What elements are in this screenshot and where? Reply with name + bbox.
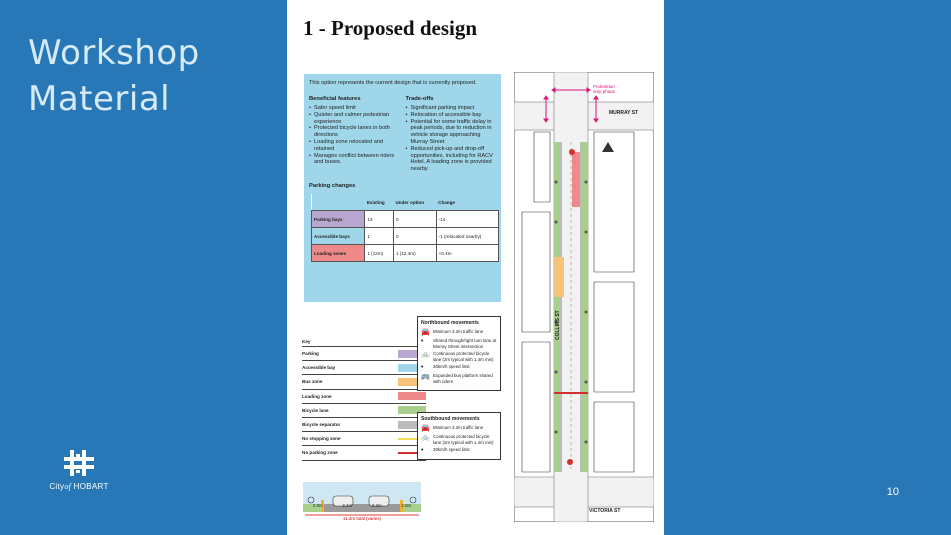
- benefit-item: • Protected bicycle lanes in both directions: [309, 125, 400, 139]
- victoria-st-label: VICTORIA ST: [589, 508, 621, 514]
- bullet-icon: •: [421, 447, 424, 455]
- parking-type-cell: Loading zones: [312, 245, 365, 262]
- parking-header-cell: Under option: [393, 194, 436, 211]
- tradeoff-item: • Reduced pick-up and drop-off opportunities, including for RACV Hotel. A loading zone is provided nearby.: [406, 146, 497, 173]
- movement-text: Minimum 3.2m traffic lane: [433, 329, 484, 334]
- parking-changes-title: Parking changes: [309, 182, 356, 189]
- movement-item: [421, 338, 497, 349]
- movement-item: [421, 447, 497, 454]
- logo-text: Cityof HOBART: [49, 482, 109, 491]
- key-item: [302, 432, 426, 446]
- movement-text: Minimum 3.2m traffic lane: [433, 425, 484, 430]
- key-label: No parking zone: [302, 450, 338, 456]
- collins-st-label: COLLINS ST: [555, 310, 561, 340]
- parking-change-cell: +0.4m: [436, 245, 498, 262]
- summary-box: [304, 74, 501, 302]
- key-item: [302, 418, 426, 432]
- tradeoffs-title: Trade-offs: [405, 96, 434, 102]
- section-width-label: 3.3m: [371, 503, 382, 508]
- key-label: No stopping zone: [302, 436, 341, 442]
- slide-title: Workshop Material: [28, 33, 200, 119]
- movement-item: [421, 364, 497, 371]
- parking-type-cell: Parking bays: [312, 211, 365, 228]
- table-row: [312, 228, 499, 245]
- movement-text: Shared through/right turn lane at Murray Street intersection: [433, 338, 497, 349]
- bullet-icon: •: [421, 364, 424, 372]
- benefit-item: • Manages conflict between riders and buses.: [309, 153, 400, 167]
- parking-existing-cell: 14: [365, 211, 394, 228]
- key-item: [302, 390, 426, 404]
- movement-item: [421, 434, 497, 445]
- tradeoff-item: • Relocation of accessible bay: [406, 112, 497, 119]
- movement-item: [421, 373, 497, 384]
- northbound-box: [417, 316, 501, 391]
- movement-item: [421, 351, 497, 362]
- movement-item: [421, 329, 497, 336]
- map-key: [302, 337, 426, 461]
- tradeoffs-column: [406, 96, 497, 173]
- key-label: Parking: [302, 351, 319, 357]
- key-item: [302, 404, 426, 418]
- cross-section-widths: [303, 503, 421, 508]
- tradeoff-item: • Potential for some traffic delay in peak periods, due to reduction in vehicle storage approaching Murray Street: [406, 119, 497, 146]
- document-title: 1 - Proposed design: [303, 16, 478, 40]
- parking-under-cell: 1 (12.4m): [393, 245, 436, 262]
- hobart-logo-icon: [62, 448, 96, 478]
- key-label: Loading zone: [302, 393, 332, 399]
- parking-header-cell: [312, 194, 365, 211]
- movement-text: 30km/h speed limit: [433, 364, 470, 370]
- key-item: [302, 375, 426, 389]
- southbound-title: Southbound movements: [421, 416, 480, 422]
- car-icon: 🚘: [421, 329, 430, 336]
- benefit-item: • Quieter and calmer pedestrian experience: [309, 112, 400, 126]
- table-row: [312, 245, 499, 262]
- page-number: 10: [886, 486, 899, 498]
- section-width-label: 3.4m: [342, 503, 353, 508]
- pedestrian-phase-label: Pedestrian only phase: [592, 84, 616, 94]
- key-label: Accessible bay: [302, 365, 336, 371]
- parking-header-cell: Existing: [365, 194, 394, 211]
- tradeoff-item: • Significant parking impact: [406, 105, 497, 112]
- parking-under-cell: 0: [393, 211, 436, 228]
- parking-type-cell: Accessible bays: [312, 228, 365, 245]
- key-item: [302, 446, 426, 460]
- bus-icon: 🚌: [421, 373, 430, 381]
- car-icon: 🚘: [421, 425, 430, 432]
- bullet-icon: •: [421, 338, 424, 345]
- city-of-hobart-logo: [44, 448, 114, 491]
- parking-existing-cell: 1: [365, 228, 394, 245]
- key-label: Bus zone: [302, 379, 323, 385]
- street-plan-map: [514, 72, 654, 522]
- benefit-item: • Safer speed limit: [309, 105, 400, 112]
- movement-text: Continuous protected bicycle lane (2m typical with 1.4m min): [433, 434, 494, 445]
- parking-change-cell: -14: [436, 211, 498, 228]
- parking-change-cell: -1 (relocated nearby): [436, 228, 498, 245]
- movement-text: 30km/h speed limit: [433, 447, 470, 453]
- benefit-item: • Loading zone relocated and retained: [309, 139, 400, 153]
- key-swatch: [398, 392, 426, 400]
- parking-under-cell: 0: [393, 228, 436, 245]
- southbound-box: [417, 412, 501, 460]
- document-page: [287, 0, 664, 535]
- intro-text: This option represents the current design that is currently proposed.: [309, 80, 477, 86]
- parking-existing-cell: 1 (12m): [365, 245, 394, 262]
- murray-st-label: MURRAY ST: [609, 110, 639, 116]
- key-item: [302, 361, 426, 375]
- key-item: [302, 347, 426, 361]
- benefits-title: Beneficial features: [309, 96, 361, 102]
- key-title: Key: [302, 337, 426, 347]
- key-label: Bicycle lane: [302, 407, 329, 413]
- movement-item: [421, 425, 497, 432]
- section-width-label: 2.0m: [401, 503, 412, 508]
- northbound-title: Northbound movements: [421, 320, 479, 326]
- parking-header-cell: Change: [436, 194, 498, 211]
- bicycle-icon: 🚲: [421, 351, 430, 359]
- key-label: Bicycle separator: [302, 422, 341, 428]
- cross-section-total: 11.2m total (varies): [342, 516, 382, 521]
- benefits-column: [309, 96, 400, 173]
- movement-text: Continuous protected bicycle lane (2m typical with 1.4m min): [433, 351, 494, 362]
- bicycle-icon: 🚲: [421, 434, 430, 441]
- table-row: [312, 211, 499, 228]
- section-width-label: 2.0m: [312, 503, 323, 508]
- movement-text: Expanded bus platform shared with riders: [433, 373, 493, 384]
- parking-changes-table: [311, 194, 499, 263]
